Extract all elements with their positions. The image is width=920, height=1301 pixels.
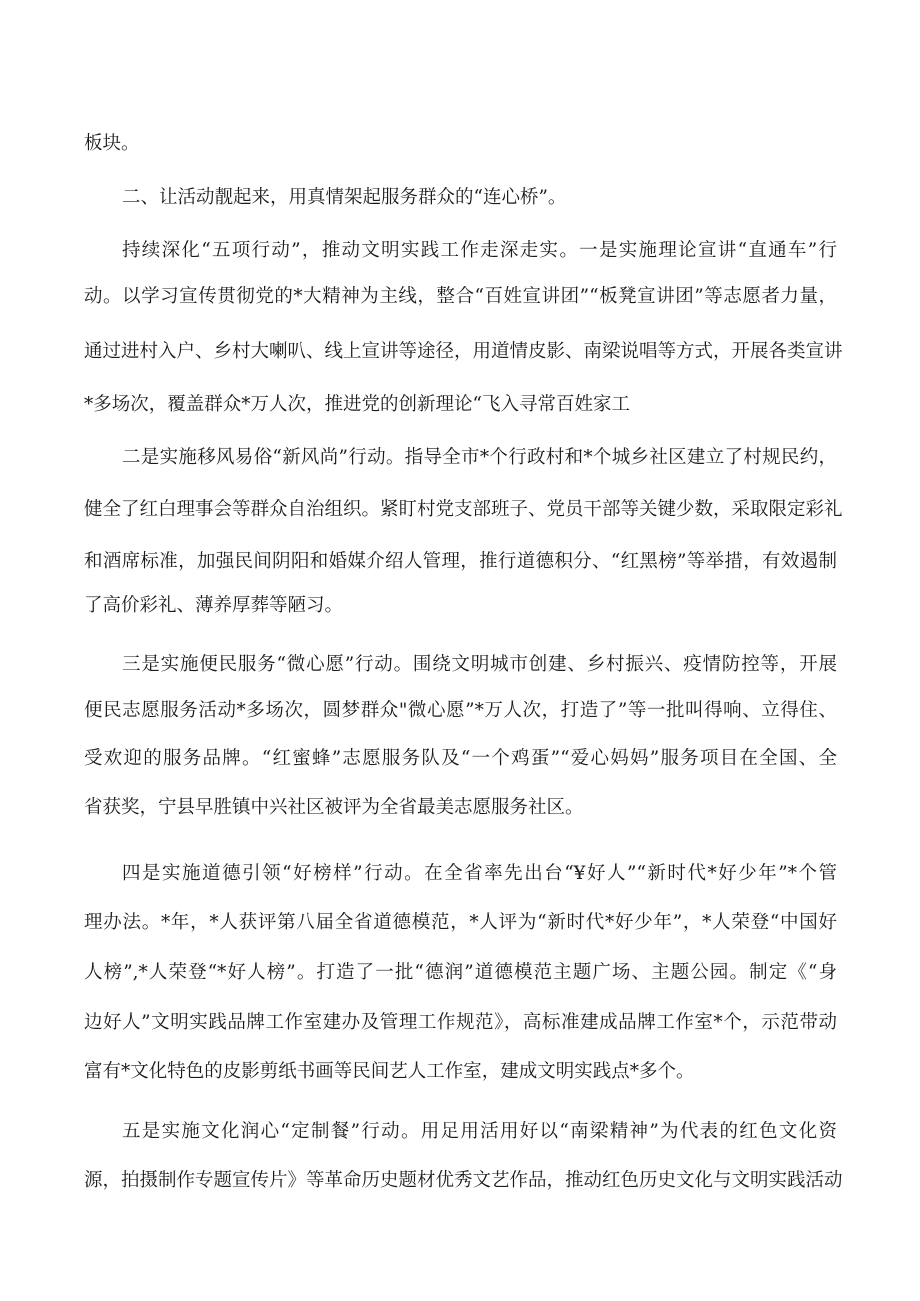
- text-line: 边好人”文明实践品牌工作室建办及管理工作规范》，高标准建成品牌工作室*个，示范带动: [84, 1012, 837, 1033]
- text-line: 受欢迎的服务品牌。“红蜜蜂”志愿服务队及“一个鸡蛋”“爱心妈妈”服务项目在全国、全: [84, 748, 837, 769]
- text-line: 人榜”,*人荣登“*好人榜”。打造了一批“德润”道德模范主题广场、主题公园。制定《“身: [84, 962, 837, 983]
- section-heading: 二、让活动靓起来，用真情架起服务群众的“连心桥”。: [122, 187, 567, 208]
- text-line: 板块。: [84, 133, 140, 154]
- text-line: 五是实施文化润心“定制餐”行动。用足用活用好以“南梁精神”为代表的红色文化资: [122, 1121, 837, 1142]
- text-line: 通过进村入户、乡村大喇叭、线上宣讲等途径，用道情皮影、南梁说唱等方式，开展各类宣讲: [84, 341, 843, 362]
- text-line: 三是实施便民服务“微心愿”行动。围绕文明城市创建、乡村振兴、疫情防控等，开展: [122, 654, 837, 675]
- text-line: *多场次，覆盖群众*万人次，推进党的创新理论“飞入寻常百姓家工: [84, 394, 630, 415]
- text-line: 健全了红白理事会等群众自治组织。紧盯村党支部班子、党员干部等关键少数，采取限定彩礼: [84, 499, 843, 520]
- text-line: 富有*文化特色的皮影剪纸书画等民间艺人工作室，建成文明实践点*多个。: [84, 1061, 695, 1082]
- text-line: 了高价彩礼、薄养厚葬等陋习。: [84, 595, 344, 616]
- text-line: 省获奖，宁县早胜镇中兴社区被评为全省最美志愿服务社区。: [84, 797, 584, 818]
- text-line: 二是实施移风易俗“新风尚”行动。指导全市*个行政村和*个城乡社区建立了村规民约，: [122, 447, 837, 468]
- text-line: 便民志愿服务活动*多场次，圆梦群众"微心愿”*万人次，打造了”等一批叫得响、立得住、: [84, 700, 837, 721]
- text-line: 理办法。*年，*人获评第八届全省道德模范，*人评为“新时代*好少年”，*人荣登“中国好: [84, 912, 837, 933]
- text-line: 源，拍摄制作专题宣传片》等革命历史题材优秀文艺作品，推动红色历史文化与文明实践活动: [84, 1170, 843, 1191]
- text-line: 和酒席标准，加强民间阴阳和婚媒介绍人管理，推行道德积分、“红黑榜”等举措，有效遏制: [84, 551, 837, 572]
- text-line: 四是实施道德引领“好榜样”行动。在全省率先出台“¥好人”“新时代*好少年”*个管: [122, 863, 837, 884]
- text-line: 持续深化“五项行动”，推动文明实践工作走深走实。一是实施理论宣讲“直通车”行: [122, 240, 837, 261]
- text-line: 动。以学习宣传贯彻党的*大精神为主线，整合“百姓宣讲团”“板凳宣讲团”等志愿者力量，: [84, 286, 837, 307]
